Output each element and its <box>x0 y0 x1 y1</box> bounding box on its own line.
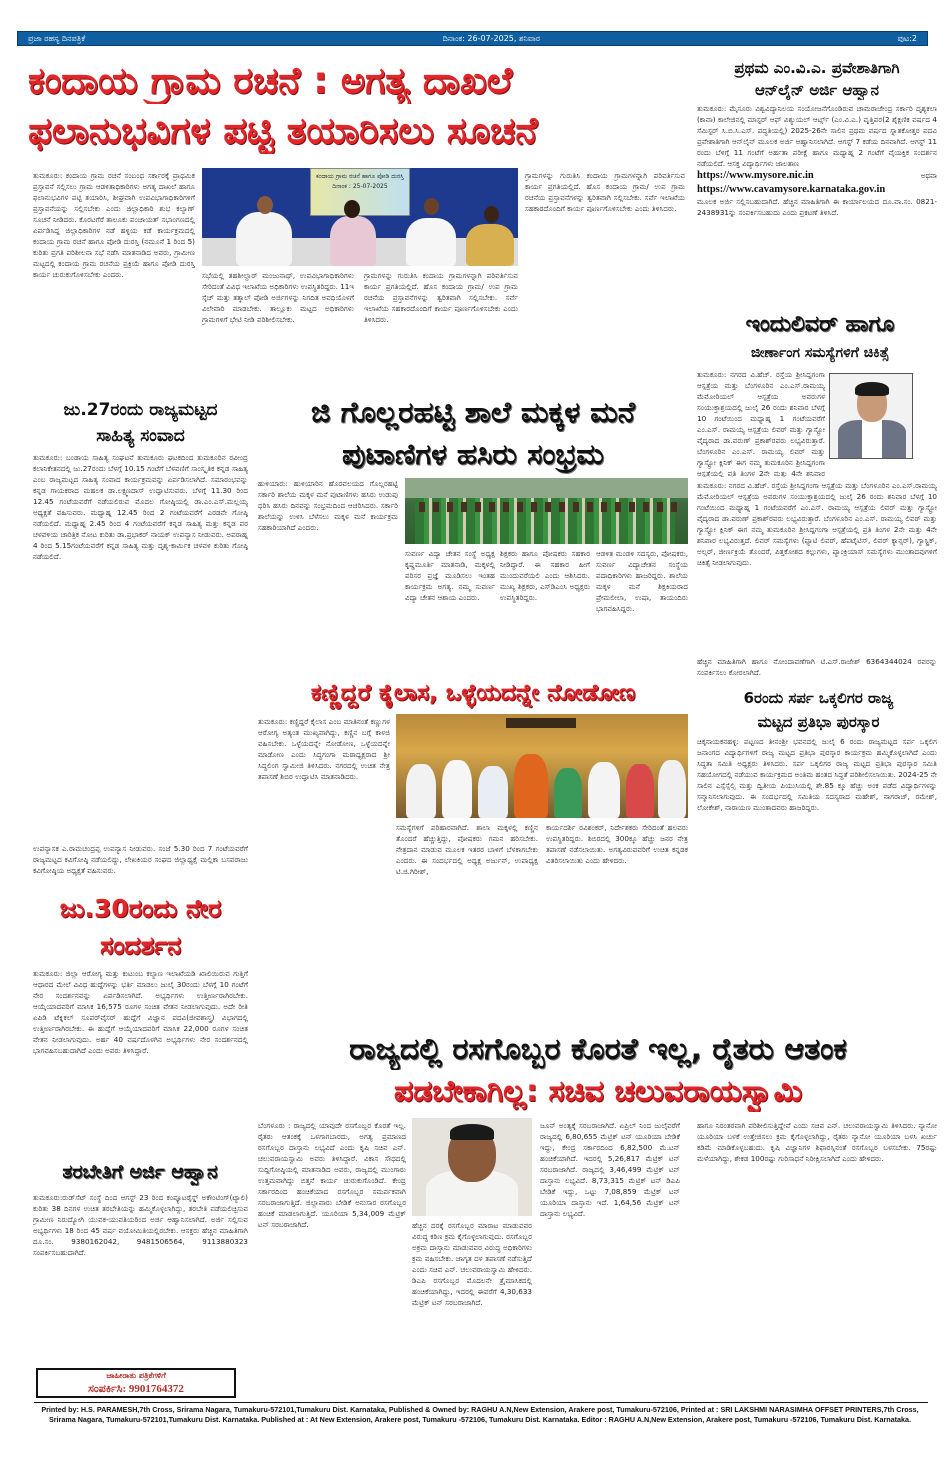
story10-col1: ಬೆಂಗಳೂರು : ರಾಜ್ಯದಲ್ಲಿ ಯಾವುದೇ ರಸಗೊಬ್ಬರ ಕೊರತೆ ಇಲ್ಲ. ರೈತರು ಆತಂಕಕ್ಕೆ ಒಳಗಾಗಬಾರದು, ಅಗತ್ಯ ಪ್ರಮಾಣದ ರಸಗೊಬ್ಬರ ದಾಸ್ತಾನು ಲಭ್ಯವಿದೆ ಎಂದು ಕೃಷಿ ಸಚಿವ ಎನ್. ಚಲುವರಾಯಸ್ವಾಮಿ ಅವರು ತಿಳಿಸಿದ್ದಾರೆ. ವಿಕಾಸ ಸೌಧದಲ್ಲಿ ಸುದ್ದಿಗೋಷ್ಠಿಯಲ್ಲಿ ಮಾತನಾಡಿದ ಅವರು, ರಾಜ್ಯದಲ್ಲಿ ಮುಂಗಾರು ಉತ್ತಮವಾಗಿದ್ದು ಬಿತ್ತನೆ ಕಾರ್ಯ ಚುರುಕುಗೊಂಡಿದೆ. ಕೇಂದ್ರ ಸರ್ಕಾರದಿಂದ ಹಂಚಿಕೆಯಾದ ರಸಗೊಬ್ಬರ ಸಮರ್ಪಕವಾಗಿ ಸರಬರಾಜಾಗುತ್ತಿದೆ. ಜಿಲ್ಲಾವಾರು ಬೇಡಿಕೆ ಅನುಸಾರ ರಸಗೊಬ್ಬರ ಹಂಚಿಕೆ ಮಾಡಲಾಗುತ್ತಿದೆ. ಯೂರಿಯಾ 5,34,009 ಮೆಟ್ರಿಕ್ ಟನ್ ಸರಬರಾಜಾಗಿದೆ. <box>258 1121 406 1229</box>
story9-headline-line1: 6ರಂದು ಸರ್ಪ ಒಕ್ಕಲಿಗರ ರಾಜ್ಯ <box>743 689 894 707</box>
minister-photo <box>412 1118 532 1216</box>
story1-col4: ಗ್ರಾಮಗಳನ್ನು ಗುರುತಿಸಿ ಕಂದಾಯ ಗ್ರಾಮಗಳನ್ನಾಗಿ ಪರಿವರ್ತಿಸುವ ಕಾರ್ಯ ಪ್ರಗತಿಯಲ್ಲಿದೆ. ಹೊಸ ಕಂದಾಯ ಗ್ರಾಮ/ ಉಪ ಗ್ರಾಮ ರಚನೆಯ ಪ್ರಸ್ತಾವನೆಗಳನ್ನು ತ್ವರಿತವಾಗಿ ಸಲ್ಲಿಸಬೇಕು. ಸರ್ವೆ ಇಲಾಖೆಯ ಸಹಕಾರದೊಂದಿಗೆ ಕಾರ್ಯ ಪೂರ್ಣಗೊಳಿಸಬೇಕು ಎಂದು ತಿಳಿಸಿದರು. <box>525 171 685 213</box>
story7-headline-line2: ಪುಟಾಣಿಗಳ ಹಸಿರು ಸಂಭ್ರಮ <box>342 437 604 471</box>
story8-col2: ಸಮಸ್ಯೆಗಳಿಗೆ ಪರಿಹಾರವಾಗಿದೆ. ಶಾಲಾ ಮಕ್ಕಳಲ್ಲಿ ಕಣ್ಣಿನ ತೊಂದರೆ ಹೆಚ್ಚುತ್ತಿದ್ದು, ಪೋಷಕರು ಗಮನ ಹರಿಸಬೇಕು. ನೇತ್ರದಾನ ಮಾಡುವ ಮೂಲಕ ಇತರರ ಬಾಳಿಗೆ ಬೆಳಕಾಗಬೇಕು ಎಂದರು. ಈ ಸಂದರ್ಭದಲ್ಲಿ ಅಧ್ಯಕ್ಷ ಅರ್ಜುನ್, ಉಪಾಧ್ಯಕ್ಷ ಟಿ.ಜಿ.ಗಿರೀಶ್, <box>396 823 538 876</box>
story7-headline-line1: ಜಿ ಗೊಲ್ಲರಹಟ್ಟಿ ಶಾಲೆ ಮಕ್ಕಳ ಮನೆ <box>310 395 635 429</box>
story8-col3: ಕಾರ್ಯದರ್ಶಿ ರವಿಶಂಕರ್, ನಿರ್ದೇಶಕರು ಸೇರಿದಂತೆ ಹಲವರು ಉಪಸ್ಥಿತರಿದ್ದರು. ಶಿಬಿರದಲ್ಲಿ 300ಕ್ಕೂ ಹೆಚ್ಚು ಜನರ ನೇತ್ರ ತಪಾಸಣೆ ನಡೆಸಲಾಯಿತು. ಅಗತ್ಯವಿರುವವರಿಗೆ ಉಚಿತ ಕನ್ನಡಕ ವಿತರಿಸಲಾಯಿತು ಎಂದು ಹೇಳಿದರು. <box>546 823 688 865</box>
footer-rule <box>34 1402 928 1403</box>
story1-photo <box>202 168 518 266</box>
story2-body <box>697 103 937 303</box>
story6-body: ತುಮಕೂರು:ರುಡ್‌ಸೆಟ್ ಸಂಸ್ಥೆ ದಿಂದ ಆಗಸ್ಟ್ 23 ರಿಂದ ಕಂಪ್ಯೂಟರೈಸ್ಡ್ ಅಕೌಂಟಿಂಗ್(ಟ್ಯಾಲಿ) ಕುರಿತು 38 ದಿನಗಳ ಉಚಿತ ತರಬೇತಿಯನ್ನು ಹಮ್ಮಿಕೊಳ್ಳಲಾಗಿದ್ದು, ತರಬೇತಿ ಪಡೆಯಲಿಚ್ಛಿಸುವ ಗ್ರಾಮೀಣ ನಿರುದ್ಯೋಗಿ ಯುವಕ-ಯುವತಿಯರಿಂದ ಅರ್ಜಿ ಆಹ್ವಾನಿಸಲಾಗಿದೆ. ಅರ್ಜಿ ಸಲ್ಲಿಸುವ ಅಭ್ಯರ್ಥಿಗಳು 18 ರಿಂದ 45 ವರ್ಷ ವಯೋಮಿತಿಯಲ್ಲಿರಬೇಕು. ಆಸಕ್ತರು ಹೆಚ್ಚಿನ ಮಾಹಿತಿಗಾಗಿ ದೂ.ಸಂ. 9380162042, 9481506564, 9113880323 ಸಂಪರ್ಕಿಸಬಹುದಾಗಿದೆ. <box>33 1193 248 1257</box>
masthead-bar <box>17 31 928 46</box>
page-number: ಪುಟ:2 <box>897 33 917 43</box>
story2-headline-line2: ಆನ್‌ಲೈನ್ ಅರ್ಜಿ ಆಹ್ವಾನ <box>755 81 879 99</box>
story4-body <box>33 452 248 842</box>
story10-headline-line1: ರಾಜ್ಯದಲ್ಲಿ ರಸಗೊಬ್ಬರ ಕೊರತೆ ಇಲ್ಲ, ರೈತರು ಆತಂಕ <box>349 1032 847 1067</box>
story4-headline-line2: ಸಾಹಿತ್ಯ ಸಂವಾದ <box>96 426 185 446</box>
photo-banner <box>310 168 410 216</box>
story10-headline-line2: ಪಡಬೇಕಾಗಿಲ್ಲ: ಸಚಿವ ಚಲುವರಾಯಸ್ವಾಮಿ <box>393 1074 803 1109</box>
story10-col2: ಹೆಚ್ಚಿನ ದರಕ್ಕೆ ರಸಗೊಬ್ಬರ ಮಾರಾಟ ಮಾಡುವವರ ವಿರುದ್ಧ ಕಠಿಣ ಕ್ರಮ ಕೈಗೊಳ್ಳಲಾಗುವುದು. ರಸಗೊಬ್ಬರ ಅಕ್ರಮ ದಾಸ್ತಾನು ಮಾಡುವವರ ವಿರುದ್ಧ ಅಧಿಕಾರಿಗಳು ಕ್ರಮ ವಹಿಸಬೇಕು. ಜಾಗೃತ ದಳ ತಪಾಸಣೆ ನಡೆಸುತ್ತಿದೆ ಎಂದು ಸಚಿವ ಎನ್. ಚಲುವರಾಯಸ್ವಾಮಿ ಹೇಳಿದರು. ಡಿಎಪಿ ರಸಗೊಬ್ಬರ ಮೊದಲನೇ ತ್ರೈಮಾಸಿಕದಲ್ಲಿ ಹಂಚಿಕೆಯಾಗಿದ್ದು, ಇದರಲ್ಲಿ ಈವರೆಗೆ 4,30,633 ಮೆಟ್ರಿಕ್ ಟನ್ ಸರಬರಾಜಾಗಿದೆ. <box>412 1221 532 1307</box>
story10-col4: ಹಾಗೂ ನಿರಂತರವಾಗಿ ಪರಿಶೀಲಿಸುತ್ತಿದ್ದೇವೆ ಎಂದು ಸಚಿವ ಎನ್. ಚಲುವರಾಯಸ್ವಾಮಿ ತಿಳಿಸಿದರು. ನ್ಯಾನೋ ಯೂರಿಯಾ ಬಳಕೆ ಉತ್ತೇಜಿಸಲು ಕ್ರಮ ಕೈಗೊಳ್ಳಲಾಗಿದ್ದು, ರೈತರು ನ್ಯಾನೋ ಯೂರಿಯಾ ಬಳಸಿ ಖರ್ಚು ಕಡಿಮೆ ಮಾಡಿಕೊಳ್ಳಬಹುದು. ಕೃಷಿ ವಿಜ್ಞಾನಿಗಳ ಶಿಫಾರಸ್ಸಿನಂತೆ ರಸಗೊಬ್ಬರ ಬಳಸಬೇಕು. 75ರಷ್ಟು ಮಳೆಯಾಗಿದ್ದು, ಶೇಕಡ 100ರಷ್ಟು ಗುರಿಸಾಧನೆ ನಿರೀಕ್ಷಿಸಲಾಗಿದೆ ಎಂದು ಹೇಳಿದರು. <box>697 1121 937 1163</box>
footer-line2: Srirama Nagara, Tumakuru-572101,Tumakuru Dist. Karnataka. Published at : At New Extension, Arakere post, Tumakuru -572106, Tumakuru Dist. Karnataka. Editor : RAGHU A.N,New Extension, Arakere post, Tumakuru -572106, Tumakuru Dist. Karnataka. <box>48 1415 912 1424</box>
story6-headline: ತರಬೇತಿಗೆ ಅರ್ಜಿ ಆಹ್ವಾನ <box>62 1161 218 1183</box>
ad-line1: ಜಾಹೀರಾತು ಪತ್ರಿಕೆಗಳಿಗೆ <box>106 1371 166 1380</box>
story1-col2: ಸಭೆಯಲ್ಲಿ ತಹಶೀಲ್ದಾರ್ ಮಂಜುನಾಥ್, ಉಪವಿಭಾಗಾಧಿಕಾರಿಗಳು ಸೇರಿದಂತೆ ವಿವಿಧ ಇಲಾಖೆಯ ಅಧಿಕಾರಿಗಳು ಉಪಸ್ಥಿತರಿದ್ದರು. 11ಇ ಸ್ಕೆಚ್ ಮತ್ತು ತತ್ಕಾಲ್ ಪೋಡಿ ಅರ್ಜಿಗಳನ್ನು ನಿಗದಿತ ಅವಧಿಯೊಳಗೆ ವಿಲೇವಾರಿ ಮಾಡಬೇಕು. ತಾಲ್ಲೂಕು ಮಟ್ಟದ ಅಧಿಕಾರಿಗಳು ಗ್ರಾಮಗಳಿಗೆ ಭೇಟಿ ನೀಡಿ ಪರಿಶೀಲಿಸಬೇಕು. <box>202 271 354 324</box>
story4-headline-line1: ಜು.27ರಂದು ರಾಜ್ಯಮಟ್ಟದ <box>63 400 218 420</box>
story2-link-mysore[interactable]: https://www.mysore.nic.in <box>697 170 814 181</box>
doctor-photo <box>829 373 913 459</box>
story8-col1: ತುಮಕೂರು: ಕಣ್ಣಿದ್ದರೆ ಕೈಲಾಸ ಎಂಬ ಮಾತಿನಂತೆ ಕಣ್ಣುಗಳ ಆರೋಗ್ಯ ಅತ್ಯಂತ ಮುಖ್ಯವಾಗಿದ್ದು, ಕಣ್ಣಿನ ಬಗ್ಗೆ ಕಾಳಜಿ ವಹಿಸಬೇಕು. ಒಳ್ಳೆಯದನ್ನೇ ನೋಡೋಣ, ಒಳ್ಳೆಯದನ್ನೇ ಮಾಡೋಣ ಎಂದು ಸಿದ್ಧಗಂಗಾ ಮಠಾಧ್ಯಕ್ಷರಾದ ಶ್ರೀ ಸಿದ್ಧಲಿಂಗ ಸ್ವಾಮೀಜಿ ತಿಳಿಸಿದರು. ನಗರದಲ್ಲಿ ಉಚಿತ ನೇತ್ರ ತಪಾಸಣೆ ಶಿಬಿರ ಉದ್ಘಾಟಿಸಿ ಮಾತನಾಡಿದರು. <box>258 717 390 781</box>
story5-body: ತುಮಕೂರು: ಜಿಲ್ಲಾ ಆರೋಗ್ಯ ಮತ್ತು ಕುಟುಂಬ ಕಲ್ಯಾಣ ಇಲಾಖೆಯಡಿ ಖಾಲಿಯಿರುವ ಗುತ್ತಿಗೆ ಆಧಾರದ ಮೇಲೆ ವಿವಿಧ ಹುದ್ದೆಗಳನ್ನು ಭರ್ತಿ ಮಾಡಲು ಜುಲೈ 30ರಂದು ಬೆಳಗ್ಗೆ 10 ಗಂಟೆಗೆ ನೇರ ಸಂದರ್ಶನವನ್ನು ಏರ್ಪಡಿಸಲಾಗಿದೆ. ಅಭ್ಯರ್ಥಿಗಳು ಉತ್ತೀರ್ಣರಾಗಿರಬೇಕು. ಆಯ್ಕೆಯಾದವರಿಗೆ ಮಾಸಿಕ 16,575 ರೂಗಳ ಸಂಚಿತ ವೇತನ ನೀಡಲಾಗುವುದು. ಅದೇ ರೀತಿ ಏಪಿಡಿ ಟೆಕ್ನಿಕಲ್ ಸೂಪರ್‌ವೈಸರ್ ಹುದ್ದೆಗೆ ವಿಜ್ಞಾನ ಪದವಿ(ಜೀವಶಾಸ್ತ್ರ) ವಿಭಾಗದಲ್ಲಿ ಉತ್ತೀರ್ಣರಾಗಿರಬೇಕು. ಈ ಹುದ್ದೆಗೆ ಆಯ್ಕೆಯಾದವರಿಗೆ ಮಾಸಿಕ 22,000 ರೂಗಳ ಸಂಚಿತ ವೇತನ ನೀಡಲಾಗುವುದು. ಅರ್ಹ 40 ವರ್ಷದೊಳಗಿನ ಅಭ್ಯರ್ಥಿಗಳು ನೇರ ಸಂದರ್ಶನದಲ್ಲಿ ಭಾಗವಹಿಸಬಹುದಾಗಿದೆ ಎಂದು ಅವರು ತಿಳಿಸಿದ್ದಾರೆ. <box>33 969 248 1055</box>
advertisement-box <box>36 1368 236 1398</box>
footer-line1: Printed by: H.S. PARAMESH,7th Cross, Srirama Nagara, Tumakuru-572101,Tumakuru Dist. Karnataka, Published & Owned by: RAGHU A.N,New Extension, Arakere post, Tumakuru-572106, Printed at : SRI LAKSHMI NARASIMHA OFFSET PRINTERS,7th Cross, <box>41 1405 919 1414</box>
story2-headline-line1: ಪ್ರಥಮ ಎಂ.ವಿ.ಎ. ಪ್ರವೇಶಾತಿಗಾಗಿ <box>734 59 900 77</box>
story8-ceremony-photo <box>396 714 688 818</box>
ad-line2: ಸಂಪರ್ಕಿಸಿ: 9901764372 <box>88 1383 184 1395</box>
person-1 <box>236 212 292 266</box>
story1-headline-line1: ಕಂದಾಯ ಗ್ರಾಮ ರಚನೆ : ಅಗತ್ಯ ದಾಖಲೆ <box>28 59 513 102</box>
story2-link-cava[interactable]: https://www.cavamysore.karnataka.gov.in <box>697 184 886 195</box>
story3-headline-line1: ಇಂದುಲಿವರ್ ಹಾಗೂ <box>745 312 895 337</box>
story1-col3: ಗ್ರಾಮಗಳನ್ನು ಗುರುತಿಸಿ ಕಂದಾಯ ಗ್ರಾಮಗಳನ್ನಾಗಿ ಪರಿವರ್ತಿಸುವ ಕಾರ್ಯ ಪ್ರಗತಿಯಲ್ಲಿದೆ. ಹೊಸ ಕಂದಾಯ ಗ್ರಾಮ/ ಉಪ ಗ್ರಾಮ ರಚನೆಯ ಪ್ರಸ್ತಾವನೆಗಳನ್ನು ತ್ವರಿತವಾಗಿ ಸಲ್ಲಿಸಬೇಕು. ಸರ್ವೆ ಇಲಾಖೆಯ ಸಹಕಾರದೊಂದಿಗೆ ಕಾರ್ಯ ಪೂರ್ಣಗೊಳಿಸಬೇಕು ಎಂದು ತಿಳಿಸಿದರು. <box>364 271 518 324</box>
story9-headline-line2: ಮಟ್ಟದ ಪ್ರತಿಭಾ ಪುರಸ್ಕಾರ <box>757 713 880 731</box>
person-3 <box>406 218 456 266</box>
story7-col3: ಶಿಕ್ಷಕರು ಹಾಗೂ ಪೋಷಕರು ಸಹಕಾರ ನೀಡಿದ್ದಾರೆ. ಈ ಸಹಕಾರ ಹೀಗೆ ಮುಂದುವರೆಯಲಿ ಎಂದು ಆಶಿಸಿದರು. ಮುಖ್ಯ ಶಿಕ್ಷಕರು, ಎಸ್‌ಡಿಎಂಸಿ ಅಧ್ಯಕ್ಷರು ಉಪಸ್ಥಿತರಿದ್ದರು. <box>500 549 590 602</box>
photo-banner-date: ದಿನಾಂಕ : 25-07-2025 <box>332 183 388 190</box>
story1-headline-line2: ಫಲಾನುಭವಿಗಳ ಪಟ್ಟಿ ತಯಾರಿಸಲು ಸೂಚನೆ <box>28 109 538 152</box>
story7-group-photo <box>405 478 688 544</box>
story9-body: ಚಿಕ್ಕನಾಯಕನಹಳ್ಳಿ: ಪಟ್ಟಣದ ತೀನಂಶ್ರೀ ಭವನದಲ್ಲಿ ಜುಲೈ 6 ರಂದು ರಾಜ್ಯಮಟ್ಟದ ಸರ್ಪ ಒಕ್ಕಲಿಗ ಜನಾಂಗದ ವಿದ್ಯಾರ್ಥಿಗಳಿಗೆ ರಾಜ್ಯ ಮಟ್ಟದ ಪ್ರತಿಭಾ ಪುರಸ್ಕಾರ ಕಾರ್ಯಕ್ರಮ ಹಮ್ಮಿಕೊಳ್ಳಲಾಗಿದೆ ಎಂದು ಸಿದ್ಧತಾ ಸಮಿತಿ ಅಧ್ಯಕ್ಷರು ತಿಳಿಸಿದರು. ಸರ್ಪ ಒಕ್ಕಲಿಗರ ರಾಜ್ಯ ಮಟ್ಟದ ಪ್ರತಿಭಾ ಪುರಸ್ಕಾರ ಸಮಿತಿ ಸಹಯೋಗದಲ್ಲಿ ನಡೆಯುವ ಕಾರ್ಯಕ್ರಮದ ಅಂತಿಮ ಹಂತದ ಸಿದ್ಧತೆ ಪರಿಶೀಲಿಸಲಾಯಿತು. 2024-25 ನೇ ಸಾಲಿನ ಎಸ್ಸೆಸ್ಸೆಲ್ಸಿ ಮತ್ತು ದ್ವಿತೀಯ ಪಿಯುಸಿಯಲ್ಲಿ ಶೇ.85 ಕ್ಕೂ ಹೆಚ್ಚು ಅಂಕ ಪಡೆದ ವಿದ್ಯಾರ್ಥಿಗಳನ್ನು ಸನ್ಮಾನಿಸಲಾಗುವುದು. ಈ ಸಂದರ್ಭದಲ್ಲಿ ಸಮಿತಿಯ ಸದಸ್ಯರಾದ ಮಹೇಶ್, ನಾಗರಾಜ್, ರಮೇಶ್, ಲೋಕೇಶ್, ನಾರಾಯಣ ಮುಂತಾದವರು ಹಾಜರಿದ್ದರು. <box>697 737 937 812</box>
story7-col2: ಸುವರ್ಣ ವಿದ್ಯಾ ಚೇತನ ಸಂಸ್ಥೆ ಅಧ್ಯಕ್ಷ ಕೃಷ್ಣಮೂರ್ತಿ ಮಾತನಾಡಿ, ಮಕ್ಕಳಲ್ಲಿ ಪರಿಸರ ಪ್ರಜ್ಞೆ ಮೂಡಿಸಲು ಇಂತಹ ಕಾರ್ಯಕ್ರಮ ಅಗತ್ಯ. ನಮ್ಮ ಸುವರ್ಣ ವಿದ್ಯಾ ಚೇತನ ಆಶಾಯ ಎಂದರು. <box>405 549 495 602</box>
person-4 <box>466 224 514 266</box>
story2-text-end: ಮೂಲಕ ಅರ್ಜಿ ಸಲ್ಲಿಸಬಹುದಾಗಿದೆ. ಹೆಚ್ಚಿನ ಮಾಹಿತಿಗಾಗಿ ಈ ಕಾರ್ಯಾಲಯದ ದೂ.ವಾ.ಸಂ. 0821-2438931ನ್ನು ಸಂಪರ್ಕಿಸಬಹುದು ಎಂದು ಪ್ರಕಟಣೆ ತಿಳಿಸಿದೆ. <box>697 197 937 217</box>
story10-col3: ಜೂನ್ ಅಂತ್ಯಕ್ಕೆ ಸರಬರಾಜಾಗಿದೆ. ಏಪ್ರಿಲ್ ನಿಂದ ಜುಲೈವರೆಗೆ ರಾಜ್ಯದಲ್ಲಿ 6,80,655 ಮೆಟ್ರಿಕ್ ಟನ್ ಯೂರಿಯಾ ಬೇಡಿಕೆ ಇದ್ದು, ಕೇಂದ್ರ ಸರ್ಕಾರದಿಂದ 6,82,500 ಮೆ.ಟನ್ ಹಂಚಿಕೆಯಾಗಿದೆ. ಇದರಲ್ಲಿ 5,26,817 ಮೆಟ್ರಿಕ್ ಟನ್ ಸರಬರಾಜಾಗಿದೆ. ರಾಜ್ಯದಲ್ಲಿ 3,46,499 ಮೆಟ್ರಿಕ್ ಟನ್ ದಾಸ್ತಾನು ಲಭ್ಯವಿದೆ. 8,73,315 ಮೆಟ್ರಿಕ್ ಟನ್ ಡಿಎಪಿ ಬೇಡಿಕೆ ಇದ್ದು, ಒಟ್ಟು 7,08,859 ಮೆಟ್ರಿಕ್ ಟನ್ ಯೂರಿಯಾ ದಾಸ್ತಾನು ಇದೆ. 1,64,56 ಮೆಟ್ರಿಕ್ ಟನ್ ದಾಸ್ತಾನು ಲಭ್ಯವಿದೆ. <box>540 1121 680 1218</box>
story7-col4: ಆಡಳಿತ ಮಂಡಳಿ ಸದಸ್ಯರು, ಪೋಷಕರು, ಸುವರ್ಣ ವಿದ್ಯಾಚೇತನ ಸಂಸ್ಥೆಯ ಪದಾಧಿಕಾರಿಗಳು ಹಾಜರಿದ್ದರು. ಶಾಲೆಯ ಮಕ್ಕಳ ಮನೆ ಶಿಕ್ಷಕಿಯರಾದ ಪ್ರೇಮಲೀಲಾ, ಉಷಾ, ತಾಯಂದಿರು ಭಾಗವಹಿಸಿದ್ದರು. <box>596 549 688 613</box>
story7-col1: ಹುಳಿಯಾರು: ಹುಳಿಯಾರಿನ ಹೊರವಲಯದ ಗೊಲ್ಲರಹಟ್ಟಿ ಸರ್ಕಾರಿ ಶಾಲೆಯ ಮಕ್ಕಳ ಮನೆ ಪುಟಾಣಿಗಳು ಹಸಿರು ಉಡುಪು ಧರಿಸಿ ಹಸಿರು ದಿನವನ್ನು ಸಂಭ್ರಮದಿಂದ ಆಚರಿಸಿದರು. ಸರ್ಕಾರಿ ಶಾಲೆಯನ್ನು ಉಳಿಸಿ ಬೆಳೆಸಲು ಮಕ್ಕಳ ಮನೆ ಕಾರ್ಯಕ್ರಮ ಸಹಕಾರಿಯಾಗಿದೆ ಎಂದರು. <box>258 479 398 532</box>
paper-name: ಪ್ರಜಾ ರಹಸ್ಯ ದಿನಪತ್ರಿಕೆ <box>28 33 86 43</box>
story1-col1: ತುಮಕೂರು: ಕಂದಾಯ ಗ್ರಾಮ ರಚನೆ ಸಂಬಂಧ ಸರ್ಕಾರಕ್ಕೆ ಪ್ರಾಥಮಿಕ ಪ್ರಸ್ತಾವನೆ ಸಲ್ಲಿಸಲು ಗ್ರಾಮ ಆಡಳಿತಾಧಿಕಾರಿಗಳು ಅಗತ್ಯ ದಾಖಲೆ ಹಾಗೂ ಫಲಾನುಭವಿಗಳ ಪಟ್ಟಿ ತಯಾರಿಸಿ, ಶೀಘ್ರವಾಗಿ ಉಪವಿಭಾಗಾಧಿಕಾರಿಗಳಿಗೆ ಪ್ರಸ್ತಾವನೆಯನ್ನು ಸಲ್ಲಿಸಬೇಕು ಎಂದು ಜಿಲ್ಲಾಧಿಕಾರಿ ಶುಭ ಕಲ್ಯಾಣ್ ಸೂಚನೆ ನೀಡಿದರು. ಕೊರಟಗೆರೆ ತಾಲೂಕು ಪಂಚಾಯತ್ ಸಭಾಂಗಣದಲ್ಲಿ ಏರ್ಪಡಿಸಿದ್ದ ಜಿಲ್ಲಾಧಿಕಾರಿಗಳ ನಡೆ ಹಳ್ಳಿಯ ಕಡೆ ಕಾರ್ಯಕ್ರಮದಲ್ಲಿ ಕಂದಾಯ ಗ್ರಾಮ ರಚನೆ ಹಾಗೂ ಪೋಡಿ ದುರಸ್ತಿ (ನಮೂನೆ 1 ರಿಂದ 5) ಕುರಿತು ಪ್ರಗತಿ ಪರಿಶೀಲನಾ ಸಭೆ ನಡೆಸಿ ಮಾತನಾಡಿದ ಅವರು, ಗ್ರಾಮೀಣ ಮಟ್ಟದಲ್ಲಿ ಕಂದಾಯ ಗ್ರಾಮ ರಚನೆಯ ಪ್ರಕ್ರಿಯೆ ಹಾಗೂ ಪೋಡಿ ದುರಸ್ತಿ ಕಾರ್ಯ ಚುರುಕುಗೊಳಿಸಬೇಕು ಎಂದರು. <box>33 171 195 279</box>
story8-headline: ಕಣ್ಣಿದ್ದರೆ ಕೈಲಾಸ, ಒಳ್ಳೆಯದನ್ನೇ ನೋಡೋಣ <box>310 680 636 706</box>
story3-body-cont: ತುಮಕೂರು: ನಗರದ ವಿ.ಹೆಚ್. ರಸ್ತೆಯ ಶ್ರೀಸಿದ್ದಗಂಗಾ ಆಸ್ಪತ್ರೆಯ ಮತ್ತು ಬೆಂಗಳೂರಿನ ಎಂ.ಎಸ್.ರಾಮಯ್ಯ ಮೆಮೋರಿಯಲ್ ಆಸ್ಪತ್ರೆಯ ಅವರುಗಳ ಸಂಯುಕ್ತಾಶ್ರಯದಲ್ಲಿ ಜುಲೈ 26 ರಂದು ಶನಿವಾರ ಬೆಳಗ್ಗೆ 10 ಗಂಟೆಯಿಂದ ಮಧ್ಯಾಹ್ನ 1 ಗಂಟೆಯವರೆಗೆ ಎಂ.ಎಸ್. ರಾಮಯ್ಯ ಆಸ್ಪತ್ರೆಯ ಲಿವರ್ ಮತ್ತು ಗ್ಯಾಸ್ಟ್ರೋ ವೈದ್ಯರಾದ ಡಾ.ವರುಣ್ ಪ್ರಕಾಶ್‌ರವರು ಲಭ್ಯವಿರುತ್ತಾರೆ. ಬೆಂಗಳೂರಿನ ಎಂ.ಎಸ್. ರಾಮಯ್ಯ ಲಿವರ್ ಮತ್ತು ಗ್ಯಾಸ್ಟ್ರೋ ಕ್ಲಿನಿಕ್ ಈಗ ನಮ್ಮ ತುಮಕೂರಿನ ಶ್ರೀಸಿದ್ದಗಂಗಾ ಆಸ್ಪತ್ರೆಯಲ್ಲಿ ಪ್ರತಿ ತಿಂಗಳ 2ನೇ ಮತ್ತು 4ನೇ ಶನಿವಾರ ಲಭ್ಯವಿರುತ್ತದೆ. ಲಿವರ್ ಸಮಸ್ಯೆಗಳು (ಫ್ಯಾಟಿ ಲಿವರ್, ಹೆಪಟೈಟಿಸ್, ಲಿವರ್ ಕ್ಯಾನ್ಸರ್), ಗ್ಯಾಸ್ಟ್ರಿಕ್, ಅಲ್ಸರ್, ಜೀರ್ಣಕ್ರಿಯೆ ತೊಂದರೆ, ಪಿತ್ತಕೋಶದ ಕಲ್ಲುಗಳು, ಪ್ಯಾಂಕ್ರಿಯಾಸ್ ಸಮಸ್ಯೆಗಳು ಮುಂತಾದವುಗಳಿಗೆ ಚಿಕಿತ್ಸೆ ನೀಡಲಾಗುವುದು. <box>697 481 937 567</box>
story4-body-end: ಉಪನ್ಯಾಸಕ ಎ.ರಾಮಚಂದ್ರಪ್ಪ ಉಪನ್ಯಾಸ ನೀಡುವರು. ಸಂಜೆ 5.30 ರಿಂದ 7 ಗಂಟೆಯವರೆಗೆ ರಾಜ್ಯಮಟ್ಟದ ಕವಿಗೋಷ್ಠಿ ನಡೆಯಲಿದ್ದು, ಲೇಖಕಿಯರ ಸಂಘದ ಜಿಲ್ಲಾಧ್ಯಕ್ಷೆ ಮಲ್ಲಿಕಾ ಬಸವರಾಜು ಕವಿಗೋಷ್ಠಿಯ ಅಧ್ಯಕ್ಷತೆ ವಹಿಸುವರು. <box>33 844 248 875</box>
story3-contact: ಹೆಚ್ಚಿನ ಮಾಹಿತಿಗಾಗಿ ಹಾಗೂ ನೋಂದಾವಣೆಗಾಗಿ ಟಿ.ಎಸ್.ರಾಜೇಶ್ 6364344024 ರವರನ್ನು ಸಂಪರ್ಕಿಸಲು ಕೋರಲಾಗಿದೆ. <box>697 657 937 677</box>
story2-text: ತುಮಕೂರು: ಮೈಸೂರು ವಿಶ್ವವಿದ್ಯಾನಿಲಯ ಸಂಯೋಜನೆಗೊಂಡಿರುವ ಚಾಮರಾಜೇಂದ್ರ ಸರ್ಕಾರಿ ದೃಶ್ಯಕಲಾ (ಕಾವಾ) ಕಾಲೇಜಿನಲ್ಲಿ ಮಾಸ್ಟರ್ ಆಫ್ ವಿಶ್ಯುಯಲ್ ಆರ್ಟ್ಸ್ (ಎಂ.ವಿ.ಎ.) ವೃತ್ತಿಪರ(2 ಶೈಕ್ಷಣಿಕ ವರ್ಷದ 4 ಸೆಮಿಸ್ಟರ್ ಸಿ.ಬಿ.ಸಿ.ಎಸ್. ಪದ್ಧತಿಯಲ್ಲಿ) 2025-26ನೇ ಸಾಲಿನ ಪ್ರಥಮ ವರ್ಷದ ಸ್ನಾತಕೋತ್ತರ ಪದವಿ ಪ್ರವೇಶಾತಿಗಾಗಿ ಆನ್‌ಲೈನ್ ಮೂಲಕ ಅರ್ಜಿ ಆಹ್ವಾನಿಸಲಾಗಿದೆ. ಆಗಸ್ಟ್ 7 ಕಡೆಯ ದಿನವಾಗಿದೆ. ಆಗಸ್ಟ್ 11 ರಂದು ಬೆಳಿಗ್ಗೆ 11 ಗಂಟೆಗೆ ಅರ್ಹತಾ ಪರೀಕ್ಷೆ ಹಾಗೂ ಮಧ್ಯಾಹ್ನ 2 ಗಂಟೆಗೆ ವೈಯಕ್ತಿಕ ಸಂದರ್ಶನ ನಡೆಯಲಿದೆ. ಆಸಕ್ತ ವಿದ್ಯಾರ್ಥಿಗಳು ಜಾಲತಾಣ <box>697 104 937 168</box>
photo-banner-title: ಕಂದಾಯ ಗ್ರಾಮ ರಚನೆ ಹಾಗೂ ಪೋಡಿ ದುರಸ್ತಿ <box>316 173 404 180</box>
story5-headline-line2: ಸಂದರ್ಶನ <box>99 931 182 960</box>
story4-text: ತುಮಕೂರು: ಬಂಡಾಯ ಸಾಹಿತ್ಯ ಸಂಘಟನೆ ತುಮಕೂರು ಘಟಕದಿಂದ ತುಮಕೂರಿನ ರವೀಂದ್ರ ಕಲಾನಿಕೇತನದಲ್ಲಿ ಜು.27ರಂದು ಬೆಳಗ್ಗೆ 10.15 ಗಂಟೆಗೆ ಬೆಳವಣಿಗೆ ಸಾಂಸ್ಕೃತಿಕ ಕನ್ನಡ ಸಾಹಿತ್ಯ ಎಂಬ ರಾಜ್ಯಮಟ್ಟದ ಸಾಹಿತ್ಯ ಸಂವಾದ ಕಾರ್ಯಕ್ರಮವನ್ನು ಏರ್ಪಡಿಸಲಾಗಿದೆ. ಸಮಾರಂಭವನ್ನು ಕನ್ನಡ ಗಾಯಕರಾದ ಮಹಲಕ ಡಾ.ಲಕ್ಷ್ಮಣದಾಸ್ ಉದ್ಘಾಟಿಸುವರು. ಬೆಳಗ್ಗೆ 11.30 ರಿಂದ 12.45 ಗಂಟೆಯವರೆಗೆ ನಡೆಯಲಿರುವ ಮೊದಲ ಗೋಷ್ಠಿಯಲ್ಲಿ ಡಾ.ಎಂ.ಎಸ್.ಮಲ್ಲಯ್ಯ ಅಧ್ಯಕ್ಷತೆ ವಹಿಸುವರು. ಮಧ್ಯಾಹ್ನ 12.45 ರಿಂದ 2 ಗಂಟೆಯವರೆಗೆ ಎರಡನೇ ಗೋಷ್ಠಿ ನಡೆಯಲಿದೆ. ಮಧ್ಯಾಹ್ನ 2.45 ರಿಂದ 4 ಗಂಟೆಯವರೆಗೆ ಕನ್ನಡ ಸಾಹಿತ್ಯ ಮತ್ತು ಕನ್ನಡ ಪರ ಚಳವಳಿಯ ಚಾರಿತ್ರಿಕ ನೋಟ ಕುರಿತು ಡಾ.ಪ್ರಭಾಕರ್ ನಾಯಕ್ ಉಪನ್ಯಾಸ ನೀಡುವರು. ಅಪರಾಹ್ನ 4 ರಿಂದ 5.15ಗಂಟೆಯವರೆಗೆ ಕನ್ನಡ ಸಾಹಿತ್ಯ ಮತ್ತು ದೃಶ್ಯ-ಕಾರ್ಮಿಕ ಚಳವಳಿ ಕುರಿತು ಗೋಷ್ಠಿ ನಡೆಯಲಿದೆ. <box>33 453 248 561</box>
story3-headline-line2: ಜೀರ್ಣಾಂಗ ಸಮಸ್ಯೆಗಳಿಗೆ ಚಿಕಿತ್ಸೆ <box>750 345 890 361</box>
person-2 <box>330 216 376 266</box>
story2-or: ಅಥವಾ <box>920 172 937 180</box>
story5-headline-line1: ಜು.30ರಂದು ನೇರ <box>59 894 222 923</box>
issue-date: ದಿನಾಂಕ: 26-07-2025, ಶನಿವಾರ <box>442 33 541 43</box>
story3-body: ತುಮಕೂರು: ನಗರದ ವಿ.ಹೆಚ್. ರಸ್ತೆಯ ಶ್ರೀಸಿದ್ದಗಂಗಾ ಆಸ್ಪತ್ರೆಯ ಮತ್ತು ಬೆಂಗಳೂರಿನ ಎಂ.ಎಸ್.ರಾಮಯ್ಯ ಮೆಮೋರಿಯಲ್ ಆಸ್ಪತ್ರೆಯ ಅವರುಗಳ ಸಂಯುಕ್ತಾಶ್ರಯದಲ್ಲಿ ಜುಲೈ 26 ರಂದು ಶನಿವಾರ ಬೆಳಗ್ಗೆ 10 ಗಂಟೆಯಿಂದ ಮಧ್ಯಾಹ್ನ 1 ಗಂಟೆಯವರೆಗೆ ಎಂ.ಎಸ್. ರಾಮಯ್ಯ ಆಸ್ಪತ್ರೆಯ ಲಿವರ್ ಮತ್ತು ಗ್ಯಾಸ್ಟ್ರೋ ವೈದ್ಯರಾದ ಡಾ.ವರುಣ್ ಪ್ರಕಾಶ್‌ರವರು ಲಭ್ಯವಿರುತ್ತಾರೆ. ಬೆಂಗಳೂರಿನ ಎಂ.ಎಸ್. ರಾಮಯ್ಯ ಲಿವರ್ ಮತ್ತು ಗ್ಯಾಸ್ಟ್ರೋ ಕ್ಲಿನಿಕ್ ಈಗ ನಮ್ಮ ತುಮಕೂರಿನ ಶ್ರೀಸಿದ್ದಗಂಗಾ ಆಸ್ಪತ್ರೆಯಲ್ಲಿ ಪ್ರತಿ ತಿಂಗಳ 2ನೇ ಮತ್ತು 4ನೇ ಶನಿವಾರ <box>697 370 825 477</box>
